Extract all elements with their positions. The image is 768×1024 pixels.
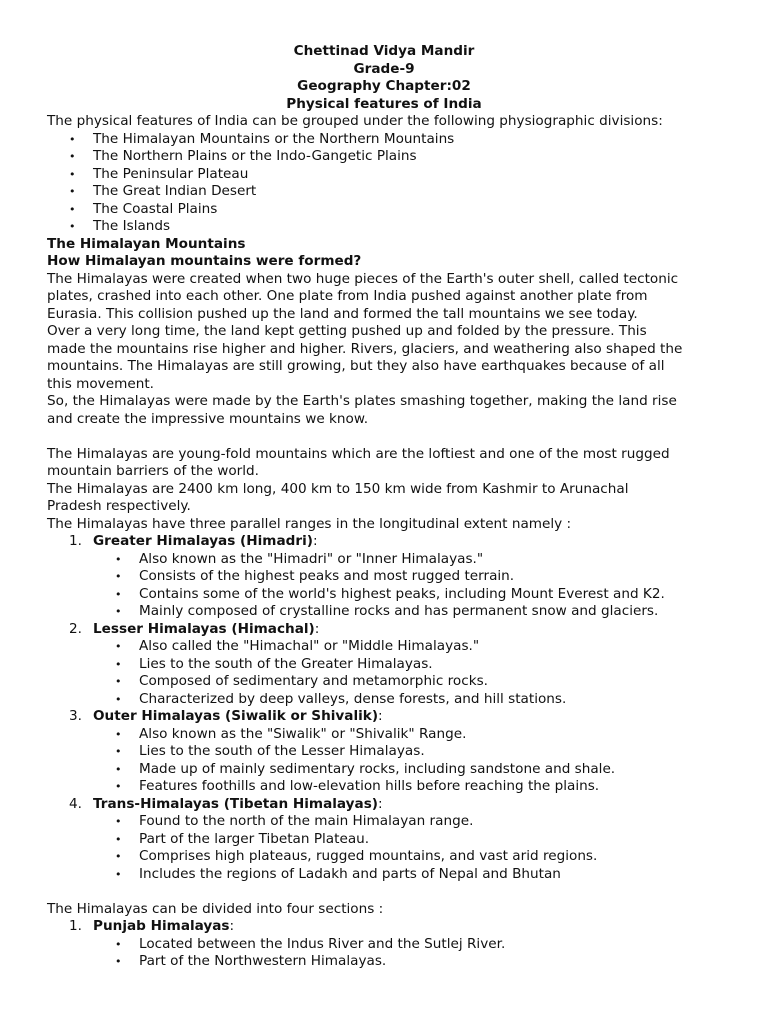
list-item: • Lies to the south of the Greater Himalayas. xyxy=(47,656,768,674)
list-item: • Lies to the south of the Lesser Himalayas. xyxy=(47,743,768,761)
paragraph-line: plates, crashed into each other. One plate from India pushed against another plate from xyxy=(47,288,648,304)
list-item: • Mainly composed of crystalline rocks and has permanent snow and glaciers. xyxy=(47,603,768,621)
school-name: Chettinad Vidya Mandir xyxy=(293,43,475,59)
range-name: Lesser Himalayas (Himachal) xyxy=(93,620,315,637)
list-number: 1. xyxy=(69,533,82,549)
list-item: • Consists of the highest peaks and most rugged terrain. xyxy=(47,568,768,586)
paragraph-line: mountain barriers of the world. xyxy=(47,463,259,479)
list-item: • Composed of sedimentary and metamorphic rocks. xyxy=(47,673,768,691)
list-item: • The Northern Plains or the Indo-Gangetic Plains xyxy=(47,148,768,166)
list-item: • Located between the Indus River and the Sutlej River. xyxy=(47,936,768,954)
list-item: • Part of the larger Tibetan Plateau. xyxy=(47,831,768,849)
paragraph-line: Over a very long time, the land kept getting pushed up and folded by the pressure. This xyxy=(47,323,647,339)
range-item: 1. Greater Himalayas (Himadri): • Also known as the "Himadri" or "Inner Himalayas." • Consists of the highest peaks and most rugged terrain. • Contains some of the world's highest peaks, including Mount Everest and K2. • Mainly composed of crystalline rocks and has permanent snow and glaciers. xyxy=(47,533,768,621)
page-title: Physical features of India xyxy=(286,95,482,112)
chapter-label: Geography Chapter:02 xyxy=(297,78,471,94)
range-name: Trans-Himalayas (Tibetan Himalayas) xyxy=(93,795,379,812)
section-item: 1. Punjab Himalayas: • Located between the Indus River and the Sutlej River. • Part of the Northwestern Himalayas. xyxy=(47,918,768,971)
paragraph-line: and create the impressive mountains we know. xyxy=(47,410,369,427)
range-item: 3. Outer Himalayas (Siwalik or Shivalik): • Also known as the "Siwalik" or "Shivalik" Range. • Lies to the south of the Lesser Himalayas. • Made up of mainly sedimentary rocks, including sandstone and shale. • Features foothills and low-elevation hills before reaching the plains. xyxy=(47,708,768,796)
ranges-list xyxy=(47,533,768,883)
list-item: • The Himalayan Mountains or the Northern Mountains xyxy=(47,131,768,149)
question-heading: How Himalayan mountains were formed? xyxy=(47,253,362,269)
range-item: 4. Trans-Himalayas (Tibetan Himalayas): • Found to the north of the main Himalayan range. • Part of the larger Tibetan Plateau. • Comprises high plateaus, rugged mountains, and vast arid regions. • Includes the regions of Ladakh and parts of Nepal and Bhutan xyxy=(47,796,768,884)
list-item: • The Great Indian Desert xyxy=(47,183,768,201)
paragraph-line: Pradesh respectively. xyxy=(47,498,191,514)
paragraph-line: this movement. xyxy=(47,375,154,392)
list-item: • The Islands xyxy=(47,218,768,236)
paragraph-line: Eurasia. This collision pushed up the land and formed the tall mountains we see today. xyxy=(47,305,638,322)
paragraph-line: The Himalayas are young-fold mountains which are the loftiest and one of the most rugged xyxy=(47,445,670,462)
list-item: • Found to the north of the main Himalayan range. xyxy=(47,813,768,831)
sections-list xyxy=(47,918,768,971)
list-number: 3. xyxy=(69,708,82,724)
list-number: 4. xyxy=(69,795,82,812)
description-paragraph xyxy=(47,446,768,534)
list-item: • Contains some of the world's highest peaks, including Mount Everest and K2. xyxy=(47,586,768,604)
list-item: • The Peninsular Plateau xyxy=(47,166,768,184)
range-item: 2. Lesser Himalayas (Himachal): • Also called the "Himachal" or "Middle Himalayas." • Lies to the south of the Greater Himalayas. • Composed of sedimentary and metamorphic rocks. • Characterized by deep valleys, dense forests, and hill stations. xyxy=(47,621,768,709)
divisions-list xyxy=(47,131,768,236)
range-name: Outer Himalayas (Siwalik or Shivalik) xyxy=(93,708,379,724)
list-item: • Features foothills and low-elevation hills before reaching the plains. xyxy=(47,778,768,796)
intro-text: The physical features of India can be grouped under the following physiographic divisions: xyxy=(47,113,663,129)
paragraph-line: The Himalayas have three parallel ranges in the longitudinal extent namely : xyxy=(47,515,572,532)
range-name: Greater Himalayas (Himadri) xyxy=(93,533,313,549)
list-number: 1. xyxy=(69,918,82,934)
paragraph-line: mountains. The Himalayas are still growing, but they also have earthquakes because of all xyxy=(47,358,665,374)
sections-intro: The Himalayas can be divided into four sections : xyxy=(47,900,384,917)
paragraph-line: made the mountains rise higher and higher. Rivers, glaciers, and weathering also shaped the xyxy=(47,340,683,357)
list-item: • The Coastal Plains xyxy=(47,201,768,219)
list-item: • Made up of mainly sedimentary rocks, including sandstone and shale. xyxy=(47,761,768,779)
list-item: • Also known as the "Himadri" or "Inner Himalayas." xyxy=(47,551,768,569)
list-item: • Characterized by deep valleys, dense forests, and hill stations. xyxy=(47,691,768,709)
list-item: • Includes the regions of Ladakh and parts of Nepal and Bhutan xyxy=(47,866,768,884)
paragraph-line: The Himalayas are 2400 km long, 400 km to 150 km wide from Kashmir to Arunachal xyxy=(47,480,629,497)
list-number: 2. xyxy=(69,620,82,637)
list-item: • Part of the Northwestern Himalayas. xyxy=(47,953,768,971)
section-name: Punjab Himalayas xyxy=(93,918,230,934)
list-item: • Comprises high plateaus, rugged mountains, and vast arid regions. xyxy=(47,848,768,866)
paragraph-line: So, the Himalayas were made by the Earth's plates smashing together, making the land rise xyxy=(47,393,677,409)
formation-paragraph xyxy=(47,271,768,429)
section-heading: The Himalayan Mountains xyxy=(47,235,246,252)
list-item: • Also called the "Himachal" or "Middle Himalayas." xyxy=(47,638,768,656)
grade-label: Grade-9 xyxy=(353,60,415,77)
list-item: • Also known as the "Siwalik" or "Shivalik" Range. xyxy=(47,726,768,744)
paragraph-line: The Himalayas were created when two huge pieces of the Earth's outer shell, called tectonic xyxy=(47,270,679,287)
